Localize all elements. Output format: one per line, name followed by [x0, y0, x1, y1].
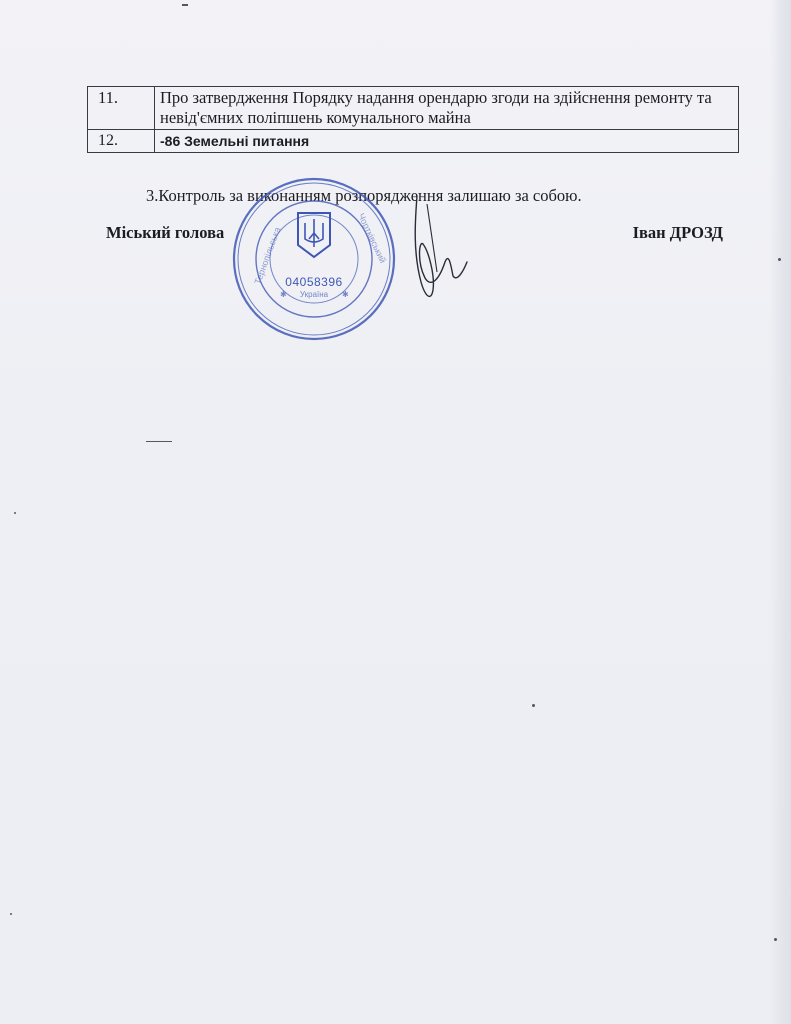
scan-mark: [532, 704, 535, 707]
signatory-name: Іван ДРОЗД: [632, 223, 723, 242]
scan-mark: [774, 938, 777, 941]
scan-mark: [778, 258, 781, 261]
seal-graphic: [230, 175, 398, 343]
scan-mark: [14, 512, 16, 514]
control-paragraph: 3.Контроль за виконанням розпорядження залишаю за собою.: [146, 186, 582, 205]
official-seal: [230, 175, 398, 343]
svg-text:✱: ✱: [342, 290, 349, 299]
scan-mark: [146, 441, 172, 442]
scan-mark: [10, 913, 12, 915]
svg-text:Чортківський: Чортківський: [356, 211, 388, 265]
scan-mark: [182, 4, 188, 6]
table-row: [88, 87, 739, 130]
table-row: [88, 130, 739, 153]
item-number: 11.: [88, 87, 155, 130]
trident-icon: [298, 213, 330, 257]
page-edge-shadow: [769, 0, 791, 1024]
handwritten-signature: [405, 192, 475, 312]
svg-text:✱: ✱: [280, 290, 287, 299]
seal-code: 04058396: [285, 275, 343, 289]
signatory-position: Міський голова: [106, 223, 225, 242]
agenda-table: [87, 86, 739, 153]
svg-text:Україна: Україна: [299, 290, 329, 299]
item-title: -86 Земельні питання: [155, 130, 739, 153]
svg-text:Тернопільська: Тернопільська: [252, 225, 283, 286]
item-title: Про затвердження Порядку надання орендарю згоди на здійснення ремонту та невід'ємних поліпшень комунального майна: [155, 87, 739, 130]
item-number: 12.: [88, 130, 155, 153]
